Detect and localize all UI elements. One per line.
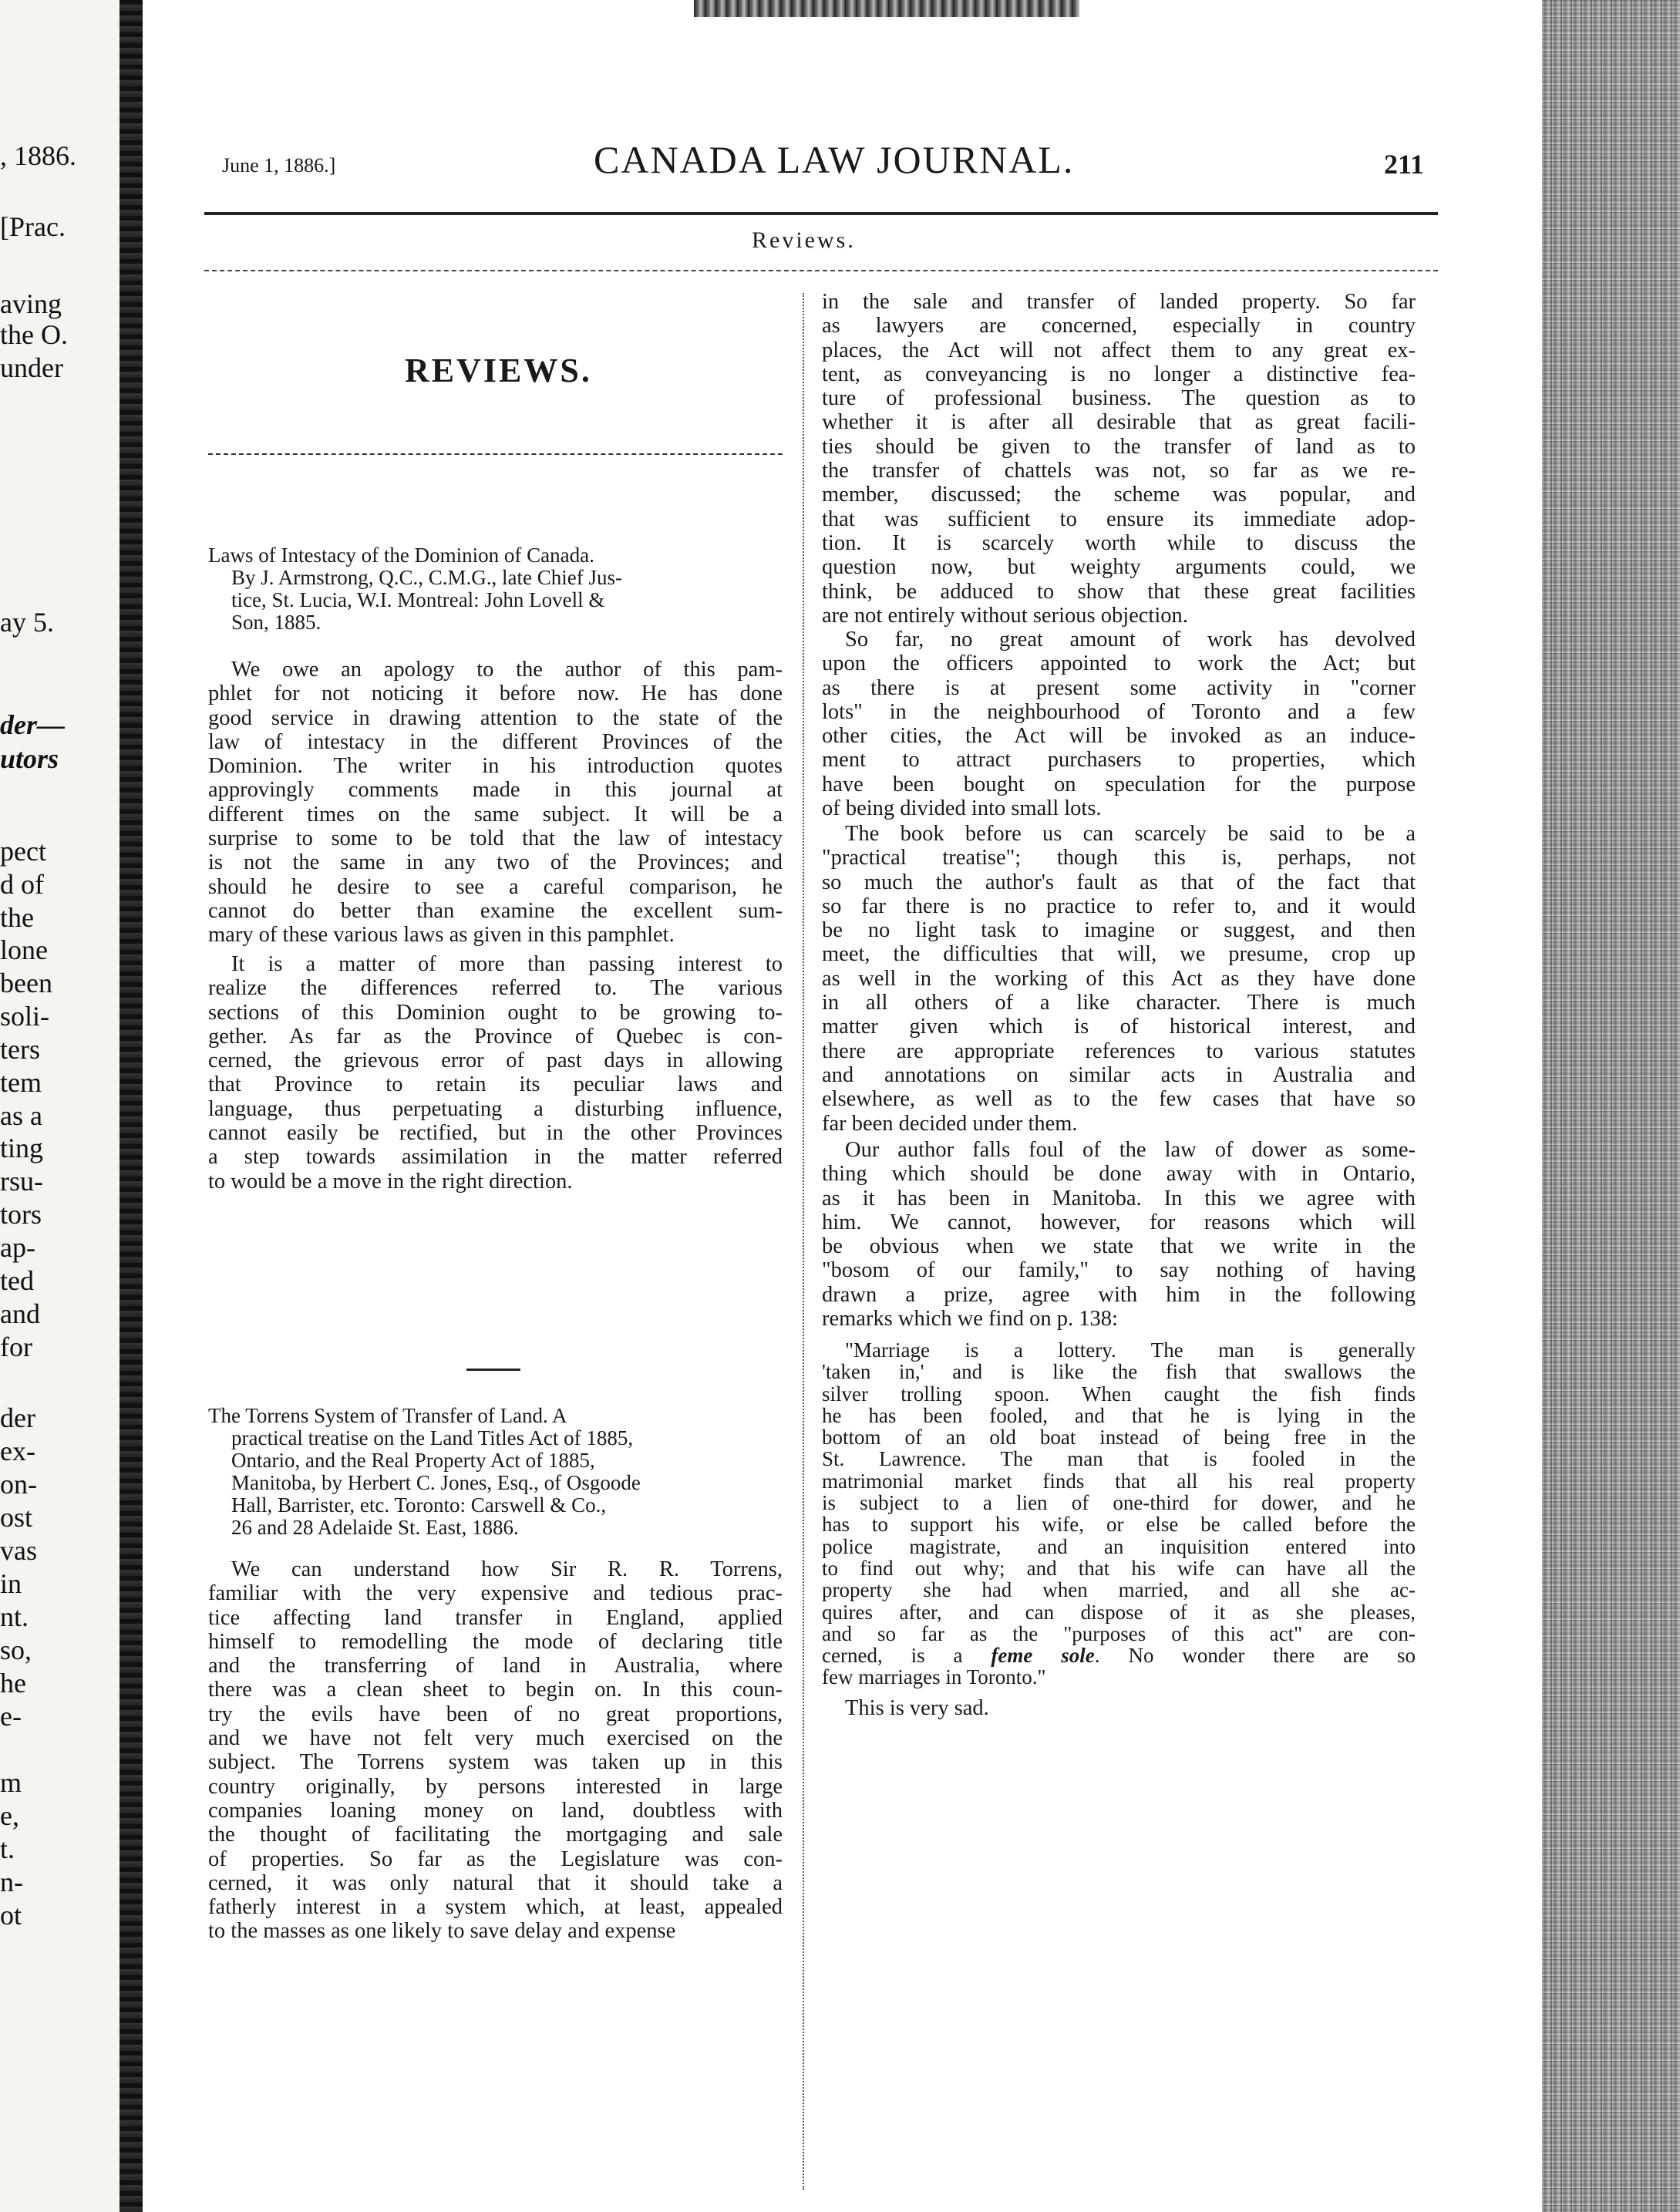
paragraph-line: sections of this Dominion ought to be growing to- [208, 1000, 783, 1025]
section-heading: REVIEWS. [405, 352, 592, 389]
quote-line: 'taken in,' and is like the fish that swallows the [822, 1360, 1416, 1384]
margin-fragment: ters [0, 1034, 40, 1065]
review2-right-paragraph-3 [822, 822, 1416, 1136]
running-head: Reviews. [752, 227, 856, 253]
margin-fragment: ay 5. [0, 607, 54, 638]
margin-fragment: e, [0, 1800, 19, 1831]
paragraph-line: the transfer of chattels was not, so far as we re- [822, 459, 1416, 483]
paragraph-line: tion. It is scarcely worth while to discuss the [822, 530, 1416, 555]
paragraph-line: whether it is after all desirable that as great facili- [822, 410, 1416, 435]
paragraph-line: subject. The Torrens system was taken up in this [208, 1750, 783, 1775]
review1-citation [208, 544, 783, 634]
margin-fragment: he [0, 1668, 26, 1699]
paragraph-line: familiar with the very expensive and tedious prac- [208, 1581, 783, 1606]
margin-fragment: d of [0, 869, 44, 900]
margin-fragment: tem [0, 1067, 42, 1098]
quote-line: few marriages in Toronto." [822, 1665, 1046, 1689]
margin-fragment: the O. [0, 319, 68, 350]
header-dashed-rule [204, 270, 1438, 271]
margin-fragment: ap- [0, 1232, 35, 1263]
quote-line: police magistrate, and an inquisition entered into [822, 1534, 1416, 1558]
paragraph-line: So far, no great amount of work has devolved [845, 628, 1416, 651]
margin-fragment: ex- [0, 1436, 35, 1466]
citation-line: By J. Armstrong, Q.C., C.M.G., late Chief Jus- [231, 566, 623, 589]
quote-line: St. Lawrence. The man that is fooled in the [822, 1447, 1416, 1471]
citation-line: Ontario, and the Real Property Act of 1885, [231, 1449, 595, 1472]
margin-fragment: under [0, 352, 63, 383]
paragraph-line: far been decided under them. [822, 1111, 1078, 1136]
paragraph-line: cannot easily be rectified, but in the other Provinces [208, 1121, 783, 1146]
paragraph-line: in all others of a like character. There is much [822, 991, 1416, 1015]
paragraph-line: think, be adduced to show that these great facilities [822, 579, 1416, 604]
citation-line: Hall, Barrister, etc. Toronto: Carswell & Co., [231, 1493, 607, 1517]
citation-line: 26 and 28 Adelaide St. East, 1886. [231, 1516, 519, 1539]
paragraph-line: there are appropriate references to various statutes [822, 1039, 1416, 1063]
margin-fragment: lone [0, 934, 48, 965]
margin-fragment: on- [0, 1469, 37, 1500]
margin-fragment: for [0, 1332, 32, 1362]
paragraph-line: surprise to some to be told that the law of intestacy [208, 827, 783, 851]
paragraph-line: of being divided into small lots. [822, 796, 1102, 821]
paragraph-line: try the evils have been of no great proportions, [208, 1702, 783, 1726]
quote-line: matrimonial market finds that all his real property [822, 1469, 1416, 1493]
paragraph-line: him. We cannot, however, for reasons which will [822, 1210, 1416, 1234]
margin-fragment: soli- [0, 1001, 50, 1032]
scan-binding-shadow [120, 0, 143, 2212]
paragraph-line: The book before us can scarcely be said to be a [845, 822, 1416, 846]
paragraph-line: Dominion. The writer in his introduction quotes [208, 754, 783, 779]
journal-title: CANADA LAW JOURNAL. [594, 138, 1075, 181]
quote-line: has to support his wife, or else be called before the [822, 1513, 1416, 1537]
paragraph-line: drawn a prize, agree with him in the following [822, 1282, 1416, 1307]
margin-fragment: m [0, 1767, 22, 1798]
paragraph-line: a step towards assimilation in the matter referred [208, 1145, 783, 1170]
margin-fragment: vas [0, 1535, 37, 1566]
paragraph-line: other cities, the Act will be invoked as an induce- [822, 724, 1416, 749]
margin-fragment: ting [0, 1133, 44, 1163]
quote-line: to find out why; and that his wife can have all the [822, 1556, 1416, 1580]
quote-line: property she had when married, and all she ac- [822, 1578, 1416, 1602]
review2-right-paragraph-2 [822, 628, 1416, 820]
closing-text: This is very sad. [845, 1696, 989, 1720]
paragraph-line: as there is at present some activity in "corner [822, 675, 1416, 700]
quote-line: is subject to a lien of one-third for dower, and he [822, 1491, 1416, 1515]
margin-fragment: the [0, 902, 34, 933]
review2-right-paragraph-1 [822, 290, 1416, 628]
paragraph-line: member, discussed; the scheme was popular, and [822, 483, 1416, 507]
section-rule [208, 453, 783, 455]
issue-date: June 1, 1886.] [222, 154, 336, 177]
review-separator [466, 1369, 520, 1371]
paragraph-line: approvingly comments made in this journal at [208, 778, 783, 803]
paragraph-line: and annotations on similar acts in Australia and [822, 1062, 1416, 1087]
review2-left-paragraph [208, 1557, 783, 1944]
paragraph-line: realize the differences referred to. The various [208, 976, 783, 1001]
paragraph-line: fatherly interest in a system which, at least, appealed [208, 1895, 783, 1920]
paragraph-line: ties should be given to the transfer of land as to [822, 434, 1416, 459]
margin-fragment: [Prac. [0, 211, 66, 242]
paragraph-line: the thought of facilitating the mortgaging and sale [208, 1823, 783, 1847]
paragraph-line: places, the Act will not affect them to any great ex- [822, 338, 1416, 362]
paragraph-line: as well in the working of this Act as they have done [822, 966, 1416, 991]
paragraph-line: upon the officers appointed to work the Act; but [822, 651, 1416, 676]
margin-fragment: and [0, 1298, 40, 1329]
paragraph-line: We can understand how Sir R. R. Torrens, [231, 1557, 783, 1581]
paragraph-line: meet, the difficulties that will, we presume, crop up [822, 942, 1416, 967]
paragraph-line: as lawyers are concerned, especially in country [822, 314, 1416, 338]
paragraph-line: there was a clean sheet to begin on. In this coun- [208, 1678, 783, 1702]
paragraph-line: "practical treatise"; though this is, perhaps, not [822, 846, 1416, 870]
paragraph-line: be no light task to imagine or suggest, and then [822, 918, 1416, 943]
margin-fragment: e- [0, 1701, 22, 1732]
margin-fragment: der— [0, 709, 65, 740]
margin-fragment: pect [0, 836, 46, 867]
paragraph-line: Our author falls foul of the law of dower as some- [845, 1138, 1416, 1162]
margin-fragment: , 1886. [0, 140, 76, 171]
quote-line: bottom of an old boat instead of being free in the [822, 1426, 1416, 1449]
paragraph-line: so much the author's fault as that of the fact that [822, 870, 1416, 894]
margin-fragment: t. [0, 1833, 15, 1864]
quote-line: cerned, is a feme sole. No wonder there are so [822, 1644, 1416, 1668]
paragraph-line: cannot do better than examine the excellent sum- [208, 898, 783, 923]
margin-fragment: aving [0, 288, 62, 319]
closing-line [822, 1696, 1416, 1720]
paragraph-line: gether. As far as the Province of Quebec is con- [208, 1024, 783, 1049]
paragraph-line: that Province to retain its peculiar laws and [208, 1072, 783, 1097]
paragraph-line: remarks which we find on p. 138: [822, 1307, 1118, 1332]
paragraph-line: himself to remodelling the mode of declaring title [208, 1629, 783, 1654]
citation-line: The Torrens System of Transfer of Land. A [208, 1404, 567, 1427]
quote-line: "Marriage is a lottery. The man is generally [845, 1338, 1416, 1362]
block-quote [822, 1339, 1416, 1688]
margin-fragment: n- [0, 1867, 23, 1897]
margin-fragment: rsu- [0, 1166, 43, 1197]
paragraph-line: lots" in the neighbourhood of Toronto and a few [822, 699, 1416, 724]
scan-right-edge [1542, 0, 1680, 2212]
review2-right-paragraph-4 [822, 1138, 1416, 1331]
paragraph-line: question now, but weighty arguments could, we [822, 555, 1416, 580]
paragraph-line: as it has been in Manitoba. In this we agree with [822, 1186, 1416, 1210]
margin-fragment: so, [0, 1635, 32, 1665]
paragraph-line: It is a matter of more than passing interest to [231, 952, 783, 976]
paragraph-line: tent, as conveyancing is no longer a distinctive fea- [822, 362, 1416, 386]
paragraph-line: matter given which is of historical interest, and [822, 1015, 1416, 1039]
paragraph-line: We owe an apology to the author of this pam- [231, 658, 783, 682]
paragraph-line: mary of these various laws as given in this pamphlet. [208, 923, 675, 948]
paragraph-line: is not the same in any two of the Provinces; and [208, 850, 783, 875]
paragraph-line: good service in drawing attention to the state of the [208, 705, 783, 730]
margin-fragment: der [0, 1402, 35, 1433]
paragraph-line: of properties. So far as the Legislature was con- [208, 1847, 783, 1871]
quote-line: and so far as the "purposes of this act" are con- [822, 1621, 1416, 1645]
page-number: 211 [1384, 149, 1425, 180]
citation-line: Manitoba, by Herbert C. Jones, Esq., of Osgoode [231, 1471, 641, 1494]
margin-fragment: in [0, 1568, 22, 1599]
citation-line: Son, 1885. [231, 611, 322, 634]
paragraph-line: companies loaning money on land, doubtless with [208, 1798, 783, 1823]
review2-citation [208, 1405, 783, 1539]
citation-line: practical treatise on the Land Titles Act of 1885, [231, 1426, 634, 1449]
paragraph-line: ment to attract purchasers to properties, which [822, 748, 1416, 773]
paragraph-line: so far there is no practice to refer to, and it would [822, 894, 1416, 918]
paragraph-line: thing which should be done away with in Ontario, [822, 1162, 1416, 1187]
paragraph-line: in the sale and transfer of landed property. So far [822, 290, 1416, 314]
citation-line: Laws of Intestacy of the Dominion of Canada. [208, 544, 594, 567]
margin-fragment: utors [0, 743, 59, 774]
paragraph-line: and the transferring of land in Australia, where [208, 1654, 783, 1678]
margin-fragment: been [0, 968, 52, 998]
review1-paragraph-1 [208, 658, 783, 948]
header-rule [204, 212, 1438, 215]
paragraph-line: cerned, it was only natural that it should take a [208, 1870, 783, 1895]
margin-fragment: ost [0, 1502, 33, 1533]
paragraph-line: phlet for not noticing it before now. He has done [208, 682, 783, 706]
paragraph-line: are not entirely without serious objection. [822, 603, 1188, 628]
citation-line: tice, St. Lucia, W.I. Montreal: John Lovell & [231, 588, 605, 611]
quote-line: quires after, and can dispose of it as she pleases, [822, 1600, 1416, 1624]
paragraph-line: different times on the same subject. It will be a [208, 802, 783, 827]
margin-fragment: ot [0, 1900, 22, 1931]
margin-fragment: tors [0, 1199, 42, 1230]
paragraph-line: have been bought on speculation for the purpose [822, 772, 1416, 796]
paragraph-line: and we have not felt very much exercised on the [208, 1726, 783, 1751]
paragraph-line: tice affecting land transfer in England, applied [208, 1605, 783, 1630]
scan-top-edge [694, 0, 1079, 17]
paragraph-line: to the masses as one likely to save delay and expense [208, 1919, 676, 1944]
paragraph-line: that was sufficient to ensure its immediate adop- [822, 507, 1416, 531]
margin-fragment: as a [0, 1100, 42, 1131]
margin-fragment: nt. [0, 1601, 29, 1632]
paragraph-line: to would be a move in the right direction. [208, 1169, 573, 1194]
paragraph-line: should he desire to see a careful comparison, he [208, 874, 783, 899]
paragraph-line: cerned, the grievous error of past days in allowing [208, 1049, 783, 1073]
review1-paragraph-2 [208, 952, 783, 1194]
quote-line: silver trolling spoon. When caught the fish finds [822, 1382, 1416, 1406]
paragraph-line: ture of professional business. The question as to [822, 386, 1416, 411]
margin-fragment: ted [0, 1265, 34, 1296]
paragraph-line: elsewhere, as well as to the few cases that have so [822, 1087, 1416, 1112]
column-divider [803, 293, 804, 2190]
paragraph-line: country originally, by persons interested in large [208, 1774, 783, 1799]
paragraph-line: law of intestacy in the different Provinces of the [208, 729, 783, 754]
paragraph-line: language, thus perpetuating a disturbing influence, [208, 1096, 783, 1121]
paragraph-line: "bosom of our family," to say nothing of having [822, 1258, 1416, 1283]
quote-line: he has been fooled, and that he is lying in the [822, 1403, 1416, 1427]
paragraph-line: be obvious when we state that we write in the [822, 1234, 1416, 1259]
